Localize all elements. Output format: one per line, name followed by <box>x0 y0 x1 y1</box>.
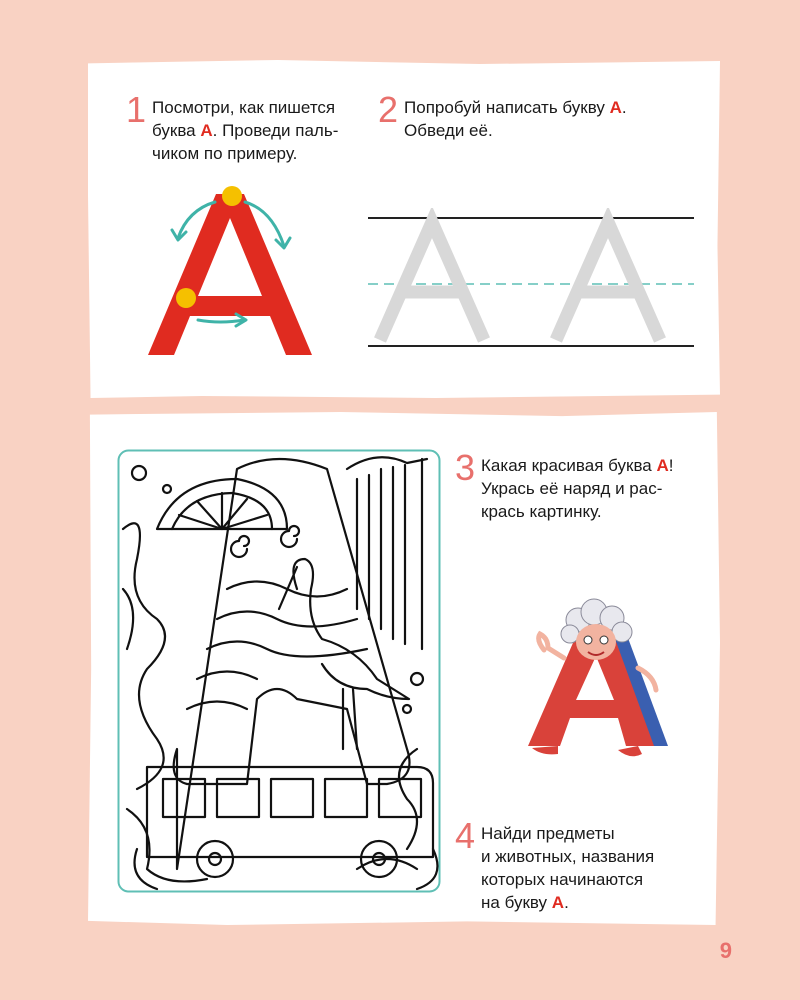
letter-a-stroke-example[interactable] <box>140 180 320 360</box>
start-dot-top <box>222 186 242 206</box>
page-number: 9 <box>719 938 732 963</box>
task-2-number: 2 <box>378 89 399 130</box>
task-1-number: 1 <box>126 89 147 130</box>
trace-letter-a-2 <box>556 222 660 340</box>
letter-a-character-illustration <box>518 598 668 762</box>
task-2 <box>378 89 627 142</box>
coloring-picture[interactable] <box>117 449 441 893</box>
task-3-text: Какая красивая буква А! Укрась её наряд и рас- крась картинку. <box>481 456 674 521</box>
tracing-area[interactable] <box>366 208 698 353</box>
task-1 <box>126 89 339 165</box>
task-1-text: Посмотри, как пишется буква А. Проведи паль- чиком по примеру. <box>152 98 339 163</box>
letter-a-shape <box>148 194 312 355</box>
task-2-text: Попробуй написать букву А. Обведи её. <box>404 98 627 140</box>
task-4 <box>455 815 655 914</box>
task-3 <box>455 447 674 523</box>
task-4-number: 4 <box>455 815 476 856</box>
task-4-text: Найди предметы и животных, названия которых начинаются на букву А. <box>481 824 655 912</box>
task-3-number: 3 <box>455 447 476 488</box>
trace-letter-a-1 <box>380 222 484 340</box>
start-dot-crossbar <box>176 288 196 308</box>
